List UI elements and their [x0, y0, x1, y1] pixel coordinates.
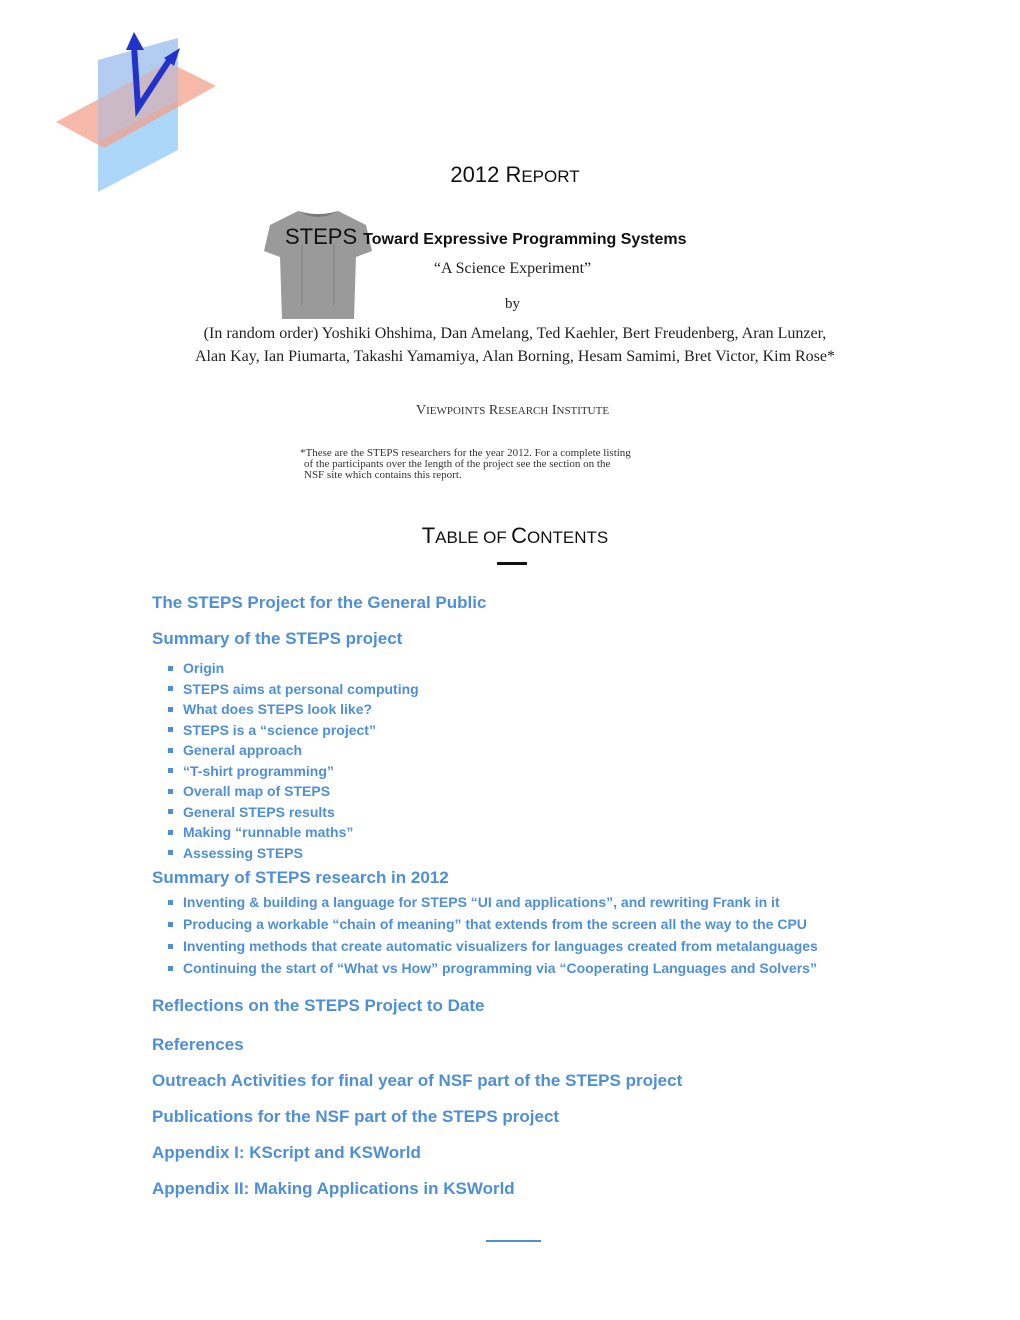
toc-sub-link[interactable]: “T-shirt programming” — [168, 761, 912, 782]
toc-sub-link[interactable]: Inventing & building a language for STEPS “UI and applications”, and rewriting Frank in it — [168, 891, 912, 913]
toc-link-general-public[interactable]: The STEPS Project for the General Public — [152, 593, 487, 612]
project-subtitle: Toward Expressive Programming Systems — [363, 231, 687, 248]
author-list: (In random order) Yoshiki Ohshima, Dan Amelang, Ted Kaehler, Bert Freudenberg, Aran Lunzer, Alan Kay, Ian Piumarta, Takashi Yamamiya, Alan Borning, Hesam Samimi, Bret Victor, Kim Rose* — [195, 325, 836, 365]
toc-link-appendix-2[interactable]: Appendix II: Making Applications in KSWorld — [152, 1179, 515, 1198]
viewpoints-logo-icon — [50, 30, 222, 198]
end-rule — [486, 1240, 541, 1242]
toc-sub-link[interactable]: Producing a workable “chain of meaning” that extends from the screen all the way to the CPU — [168, 913, 912, 935]
square-bullet-icon — [168, 809, 173, 814]
toc-sub-link[interactable]: STEPS aims at personal computing — [168, 679, 912, 700]
toc-link-outreach[interactable]: Outreach Activities for final year of NSF part of the STEPS project — [152, 1071, 683, 1090]
footnote: *These are the STEPS researchers for the year 2012. For a complete listing of the participants over the length of the project see the section on the NSF site which contains this report. — [300, 447, 631, 481]
by-label: by — [505, 296, 520, 312]
square-bullet-icon — [168, 922, 173, 927]
toc-link-summary[interactable]: Summary of the STEPS project — [152, 629, 403, 648]
square-bullet-icon — [168, 768, 173, 773]
square-bullet-icon — [168, 944, 173, 949]
toc-link-references[interactable]: References — [152, 1035, 244, 1054]
toc-heading: TABLE OF CONTENTS — [421, 523, 609, 548]
toc-sub-link[interactable]: Making “runnable maths” — [168, 822, 912, 843]
toc-sub-link[interactable]: Continuing the start of “What vs How” programming via “Cooperating Languages and Solvers” — [168, 957, 912, 979]
square-bullet-icon — [168, 850, 173, 855]
square-bullet-icon — [168, 748, 173, 753]
square-bullet-icon — [168, 707, 173, 712]
square-bullet-icon — [168, 900, 173, 905]
toc-sub-link[interactable]: General approach — [168, 740, 912, 761]
project-tagline: “A Science Experiment” — [433, 260, 592, 277]
toc-divider — [497, 562, 527, 565]
square-bullet-icon — [168, 830, 173, 835]
project-title — [285, 224, 687, 250]
toc-link-research-2012[interactable]: Summary of STEPS research in 2012 — [152, 868, 449, 887]
toc-sub-link[interactable]: Overall map of STEPS — [168, 781, 912, 802]
toc-link-reflections[interactable]: Reflections on the STEPS Project to Date — [152, 996, 485, 1015]
project-name: STEPS — [285, 224, 358, 249]
square-bullet-icon — [168, 789, 173, 794]
square-bullet-icon — [168, 966, 173, 971]
square-bullet-icon — [168, 666, 173, 671]
toc-sub-link[interactable]: STEPS is a “science project” — [168, 720, 912, 741]
square-bullet-icon — [168, 686, 173, 691]
institute-name: VIEWPOINTS RESEARCH INSTITUTE — [415, 403, 610, 418]
report-title: 2012 REPORT — [450, 162, 580, 187]
toc-sub-link[interactable]: Origin — [168, 658, 912, 679]
toc-sub-link[interactable]: Assessing STEPS — [168, 843, 912, 864]
toc-sub-link[interactable]: General STEPS results — [168, 802, 912, 823]
toc-sub-link[interactable]: What does STEPS look like? — [168, 699, 912, 720]
toc-link-appendix-1[interactable]: Appendix I: KScript and KSWorld — [152, 1143, 421, 1162]
table-of-contents — [152, 592, 912, 1200]
toc-link-publications[interactable]: Publications for the NSF part of the STEPS project — [152, 1107, 560, 1126]
toc-sub-link[interactable]: Inventing methods that create automatic visualizers for languages created from metalanguages — [168, 935, 912, 957]
square-bullet-icon — [168, 727, 173, 732]
